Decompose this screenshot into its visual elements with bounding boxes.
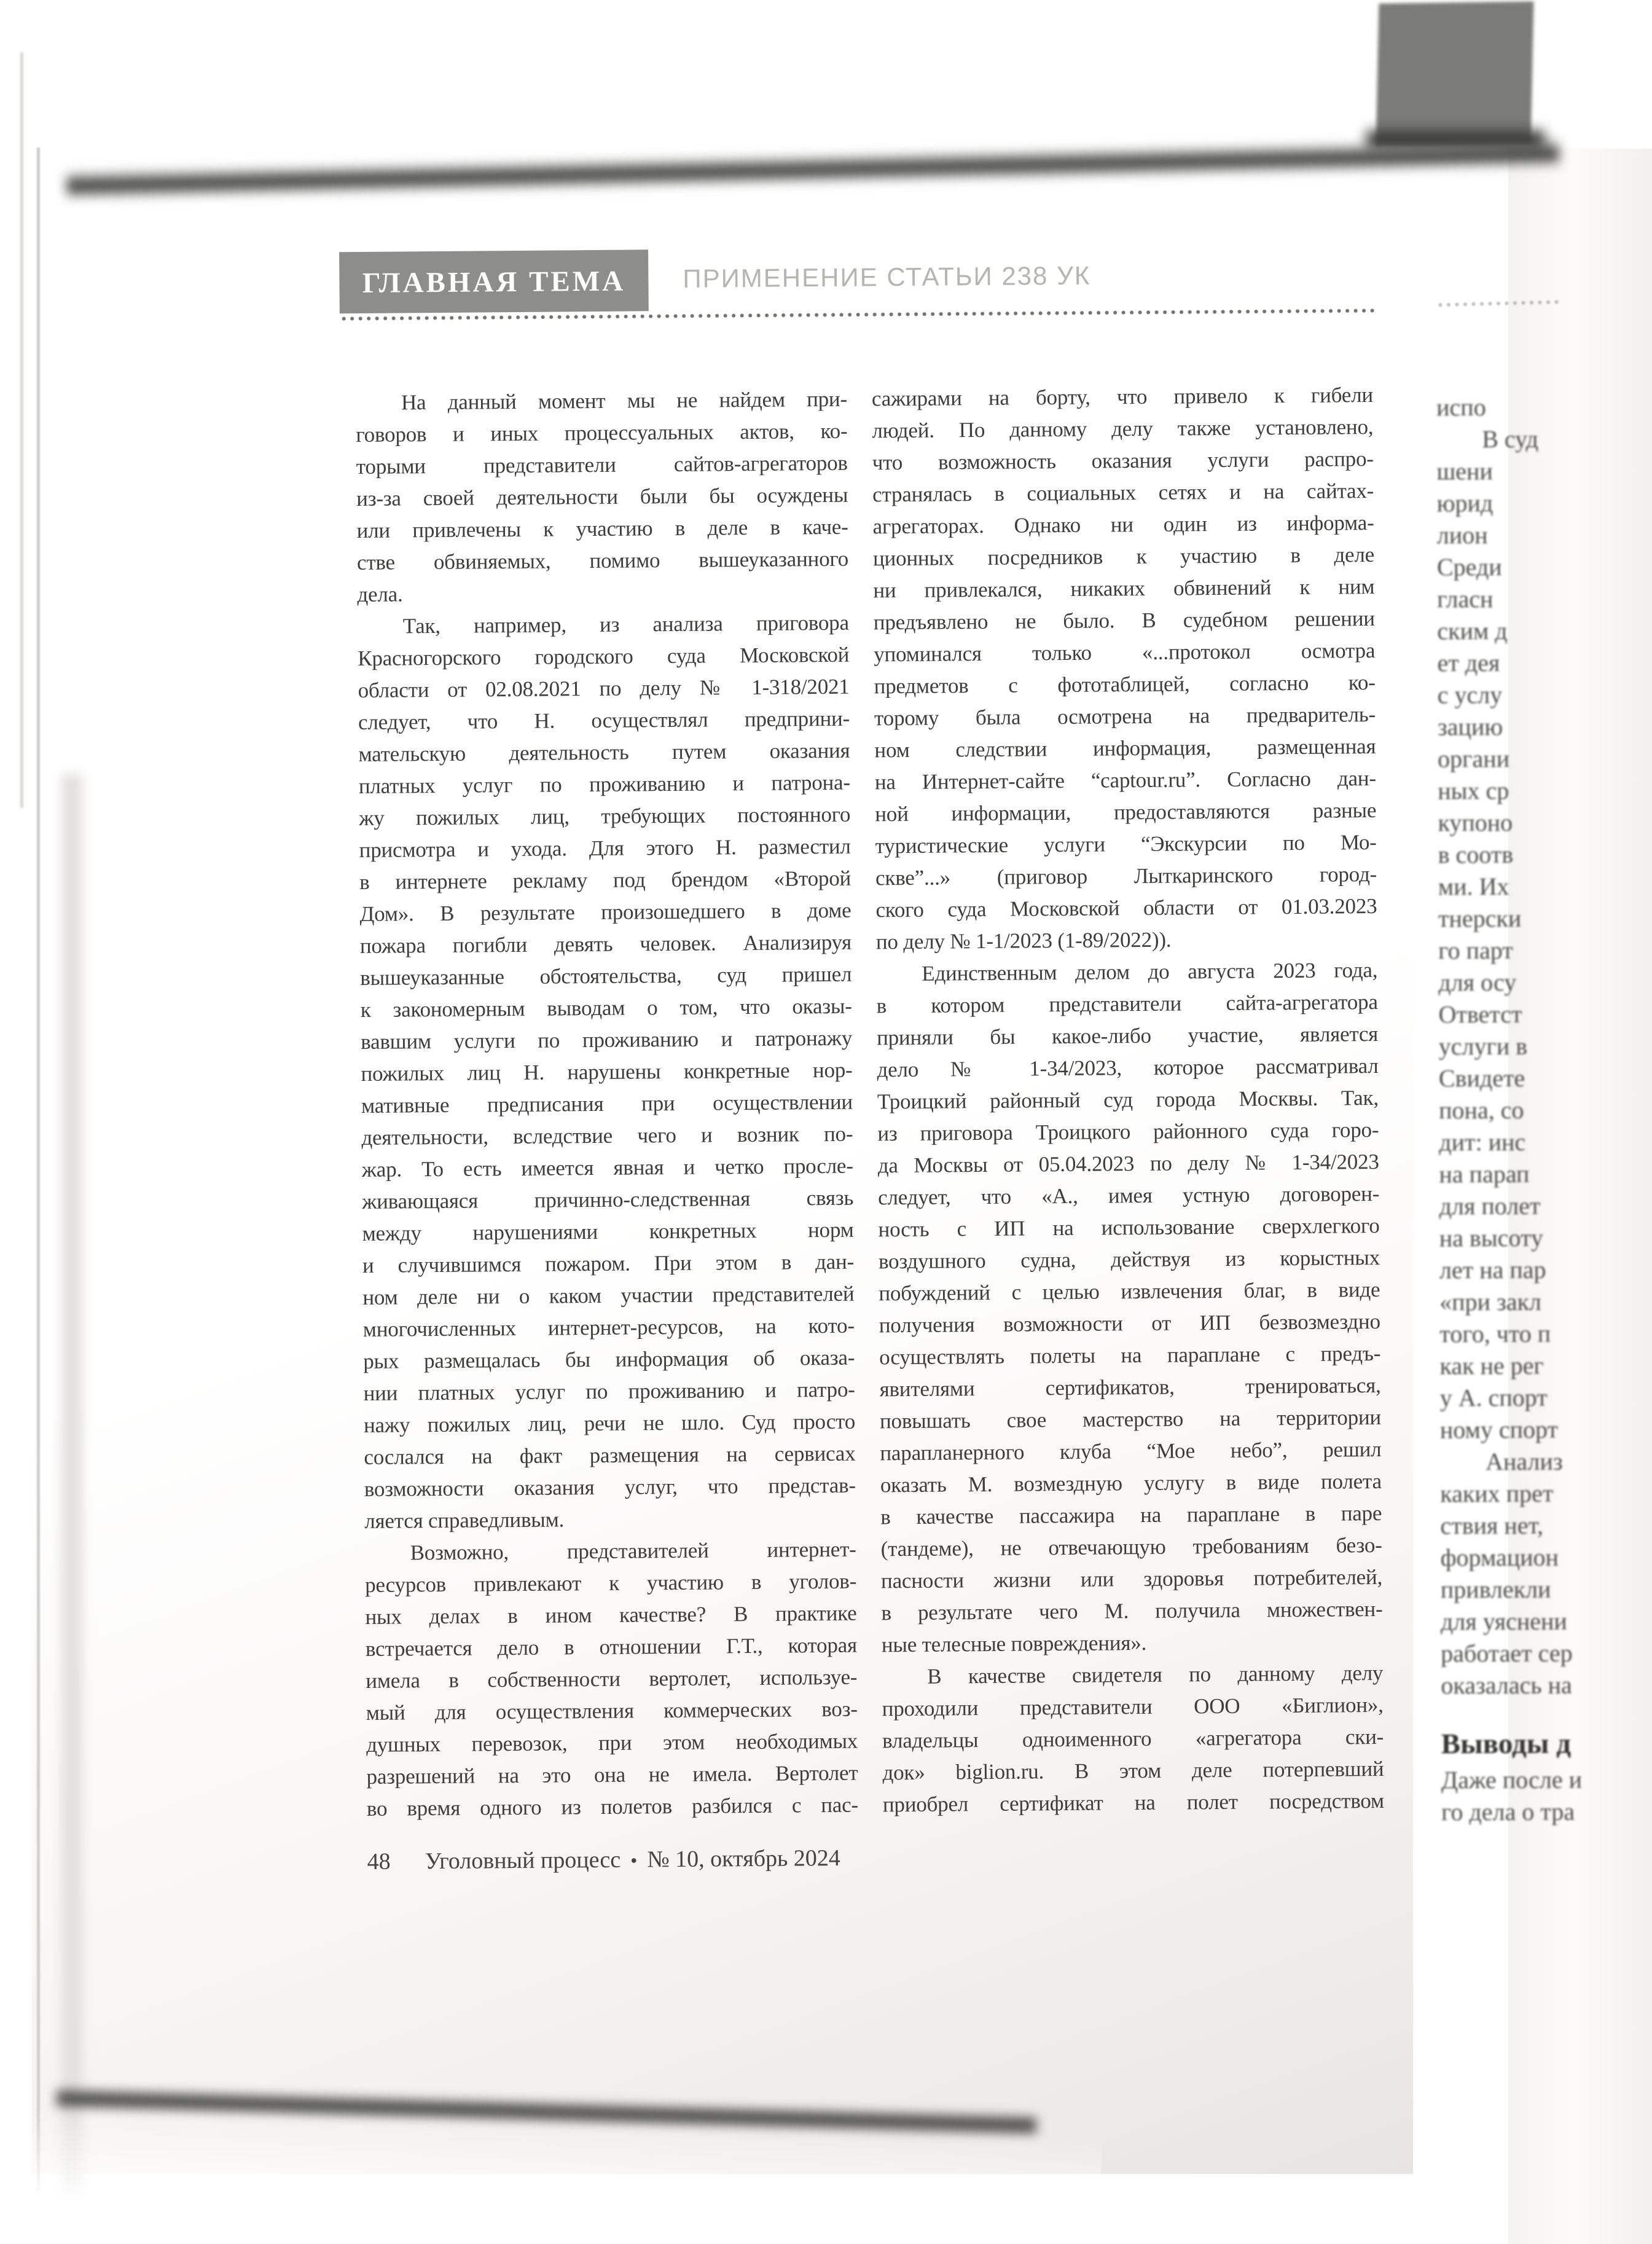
dotted-rule-right-page: [1436, 299, 1559, 308]
text-line: владельцы одноименного «агрегатора ски-: [882, 1724, 1384, 1753]
text-line: Троицкий районный суд города Москвы. Так,: [877, 1085, 1379, 1114]
text-line: да Москвы от 05.04.2023 по делу № 1-34/2023: [877, 1149, 1379, 1178]
text-line: к закономерным выводам о том, что оказы-: [360, 994, 852, 1022]
text-line: следует, что Н. осуществлял предприни-: [358, 706, 850, 735]
text-line: возможности оказания услуг, что представ-: [364, 1473, 856, 1501]
text-line: го парт: [1438, 936, 1513, 965]
text-line: области от 02.08.2021 по делу № 1-318/2021: [358, 674, 850, 703]
text-line: Так, например, из анализа приговора: [402, 610, 849, 638]
text-line: Свидете: [1438, 1064, 1525, 1093]
text-line: в качестве пассажира на параплане в паре: [880, 1501, 1382, 1529]
text-line: для полет: [1439, 1191, 1541, 1220]
text-line: органи: [1438, 745, 1510, 773]
text-line: агрегаторах. Однако ни один из информа-: [872, 511, 1374, 539]
text-line: осуществлять полеты на параплане с предъ-: [879, 1341, 1381, 1370]
text-line: парапланерного клуба “Мое небо”, решил: [880, 1437, 1382, 1465]
section-kicker-box: [339, 249, 649, 313]
text-line: дело № 1-34/2023, которое рассматривал: [877, 1053, 1379, 1082]
text-line: ные телесные повреждения».: [881, 1630, 1147, 1657]
text-line: ных ср: [1438, 777, 1509, 805]
text-line: работает сер: [1441, 1639, 1573, 1668]
text-line: Ответст: [1438, 1000, 1522, 1029]
text-line: ном деле ни о каком участии представителей: [362, 1281, 855, 1309]
text-line: (тандеме), не отвечающую требованиям безо-: [880, 1532, 1382, 1561]
text-line: го дела о тра: [1441, 1797, 1575, 1826]
text-line: В суд: [1482, 425, 1539, 453]
text-line: с услу: [1437, 681, 1503, 709]
text-line: по делу № 1-1/2023 (1-89/2022)).: [875, 927, 1172, 954]
text-line: ресурсов привлекают к участию в уголов-: [364, 1569, 857, 1597]
footer-bullet: •: [630, 1849, 638, 1872]
text-line: людей. По данному делу также установлено,: [872, 415, 1374, 443]
text-line: явителями сертификатов, тренироваться,: [879, 1373, 1381, 1402]
text-line: услуги в: [1438, 1032, 1528, 1061]
text-line: ского суда Московской области от 01.03.2023: [875, 893, 1377, 922]
text-line: на высоту: [1439, 1223, 1544, 1252]
text-line: ствия нет,: [1440, 1511, 1544, 1540]
text-line: жу пожилых лиц, требующих постоянного: [359, 802, 851, 830]
text-line: разрешений на это она не имела. Вертолет: [366, 1760, 858, 1789]
text-line: в результате чего М. получила множествен-: [881, 1596, 1383, 1625]
text-line: ных делах в ином качестве? В практике: [365, 1601, 857, 1629]
text-line: привлекли: [1440, 1575, 1551, 1604]
text-line: ной информации, предоставляются разные: [875, 798, 1377, 826]
text-line: воздушного судна, действуя из корыстных: [878, 1245, 1380, 1274]
text-line: во время одного из полетов разбился с пас-: [366, 1792, 859, 1821]
text-line: ским д: [1437, 617, 1508, 645]
text-line: в соотв: [1438, 840, 1514, 869]
text-line: проходили представители ООО «Биглион»,: [882, 1692, 1384, 1721]
text-line: в котором представители сайта-агрегатора: [876, 989, 1378, 1018]
text-line: В качестве свидетеля по данному делу: [927, 1660, 1384, 1689]
text-line: ность с ИП на использование сверхлегкого: [878, 1213, 1380, 1242]
text-line: в интернете рекламу под брендом «Второй: [359, 866, 851, 894]
text-line: ционных посредников к участию в деле: [872, 543, 1375, 571]
footer-issue: № 10, октябрь 2024: [647, 1845, 840, 1873]
text-line: дела.: [357, 582, 403, 607]
text-line: лион: [1436, 521, 1488, 549]
text-line: испо: [1436, 393, 1486, 422]
footer-page-number: 48: [367, 1848, 391, 1875]
text-line: купоно: [1438, 809, 1513, 837]
text-line: говоров и иных процессуальных актов, ко-: [356, 418, 848, 447]
text-line: встречается дело в отношении Г.Т., которая: [365, 1633, 858, 1661]
footer-journal-title: Уголовный процесс: [425, 1846, 621, 1875]
text-column-1: [356, 387, 858, 1829]
text-line: из-за своей деятельности были бы осуждены: [356, 482, 848, 511]
text-line: оказать М. возмездную услугу в виде полета: [880, 1469, 1382, 1497]
text-line: для осу: [1438, 968, 1517, 997]
text-line: скве”...» (приговор Лыткаринского город-: [875, 861, 1377, 890]
text-line: предметов с фототаблицей, согласно ко-: [874, 670, 1376, 699]
text-line: многочисленных интернет-ресурсов, на кото-: [362, 1313, 855, 1341]
text-line: побуждений с целью извлечения благ, в виде: [879, 1277, 1380, 1306]
text-line: деятельности, вследствие чего и возник по-: [361, 1121, 853, 1150]
text-line: нажу пожилых лиц, речи не шло. Суд просто: [363, 1409, 856, 1437]
text-line: Дом». В результате произошедшего в доме: [359, 898, 851, 926]
text-line: туристические услуги “Экскурсии по Мо-: [875, 830, 1377, 858]
text-line: торыми представители сайтов-агрегаторов: [356, 450, 848, 479]
text-line: или привлечены к участию в деле в каче-: [356, 514, 848, 543]
text-line: предъявлено не было. В судебном решении: [873, 606, 1375, 635]
text-line: имела в собственности вертолет, используе-: [366, 1665, 858, 1693]
text-line: на Интернет-сайте “captour.ru”. Согласно дан-: [874, 766, 1376, 794]
text-line: мый для осуществления коммерческих воз-: [366, 1697, 858, 1725]
text-line: платных услуг по проживанию и патрона-: [358, 770, 851, 799]
text-column-3-partial: [1436, 392, 1652, 1829]
page-footer: [367, 1845, 840, 1875]
text-line: Возможно, представителей интернет-: [410, 1537, 856, 1565]
text-line: ни привлекался, никаких обвинений к ним: [873, 575, 1375, 603]
text-line: душных перевозок, при этом необходимых: [366, 1728, 858, 1757]
text-line: пожилых лиц Н. нарушены конкретные нор-: [361, 1057, 853, 1086]
text-line: оказалась на: [1441, 1671, 1572, 1700]
text-line: шени: [1436, 457, 1493, 485]
text-line: На данный момент мы не найдем при-: [401, 386, 848, 415]
text-line: повышать свое мастерство на территории: [879, 1405, 1382, 1434]
article-topic-label: ПРИМЕНЕНИЕ СТАТЬИ 238 УК: [683, 261, 1091, 293]
text-line: формацион: [1440, 1543, 1559, 1572]
text-line: пасности жизни или здоровья потребителей,: [880, 1564, 1383, 1593]
text-line: ном следствии информация, размещенная: [874, 734, 1376, 763]
text-line: сослался на факт размещения на сервисах: [364, 1441, 856, 1469]
text-line: зацию: [1437, 713, 1503, 741]
text-line: рых размещалась бы информация об оказа-: [363, 1345, 855, 1373]
text-line: что возможность оказания услуги распро-: [872, 447, 1374, 475]
text-line: каких прет: [1440, 1479, 1554, 1508]
text-line: тнерски: [1438, 904, 1522, 933]
section-heading: Выводы д: [1441, 1727, 1572, 1760]
text-line: ляется справедливым.: [364, 1507, 565, 1533]
text-line: «при закл: [1439, 1287, 1542, 1316]
text-line: стве обвиняемых, помимо вышеуказанного: [356, 546, 849, 575]
text-line: живающаяся причинно-следственная связь: [362, 1185, 854, 1214]
text-line: вавшим услуги по проживанию и патронажу: [361, 1026, 853, 1054]
text-line: Даже после и: [1441, 1765, 1583, 1794]
text-line: между нарушениями конкретных норм: [362, 1217, 854, 1246]
text-line: следует, что «А., имея устную договорен-: [878, 1181, 1380, 1210]
text-line: пона, со: [1439, 1096, 1524, 1124]
text-line: сажирами на борту, что привело к гибели: [871, 383, 1374, 411]
text-line: Красногорского городского суда Московской: [358, 642, 850, 671]
text-line: пожара погибли девять человек. Анализируя: [359, 930, 852, 958]
text-line: на парап: [1439, 1159, 1530, 1188]
text-line: получения возможности от ИП безвозмездно: [879, 1309, 1380, 1338]
text-line: как не рег: [1439, 1351, 1544, 1380]
text-line: ет дея: [1437, 649, 1500, 677]
text-line: гласн: [1437, 585, 1493, 613]
text-line: приобрел сертификат на полет посредством: [882, 1788, 1385, 1817]
text-line: и случившимся пожаром. При этом в дан-: [362, 1249, 855, 1277]
text-line: у А. спорт: [1439, 1383, 1548, 1412]
text-line: упоминался только «...протокол осмотра: [874, 638, 1376, 667]
text-line: Единственным делом до августа 2023 года,: [922, 957, 1378, 986]
text-line: ному спорт: [1439, 1415, 1559, 1444]
text-line: мативные предписания при осуществлении: [361, 1089, 853, 1118]
text-line: ми. Их: [1438, 873, 1509, 901]
text-line: жар. То есть имеется явная и четко просле-: [361, 1153, 853, 1182]
text-line: странялась в социальных сетях и на сайтах-: [872, 479, 1374, 507]
text-line: Среди: [1436, 553, 1502, 581]
text-line: Анализ: [1486, 1447, 1563, 1476]
text-line: нии платных услуг по проживанию и патро-: [363, 1377, 855, 1405]
section-kicker-label: ГЛАВНАЯ ТЕМА: [362, 265, 626, 299]
text-line: для уяснени: [1440, 1607, 1567, 1636]
text-line: торому была осмотрена на предваритель-: [874, 702, 1376, 731]
text-line: дит: инс: [1439, 1128, 1526, 1156]
text-line: присмотра и ухода. Для этого Н. разместил: [359, 834, 851, 862]
text-column-2: [872, 383, 1384, 1824]
text-line: док» biglion.ru. В этом деле потерпевший: [882, 1756, 1384, 1785]
text-line: того, что п: [1439, 1319, 1551, 1348]
text-line: юрид: [1436, 489, 1493, 517]
text-line: приняли бы какое-либо участие, является: [876, 1021, 1379, 1050]
text-line: из приговора Троицкого районного суда горо-: [877, 1117, 1379, 1146]
text-line: вышеуказанные обстоятельства, суд пришел: [360, 962, 852, 990]
text-line: лет на пар: [1439, 1255, 1546, 1284]
text-line: мательскую деятельность путем оказания: [358, 738, 850, 767]
